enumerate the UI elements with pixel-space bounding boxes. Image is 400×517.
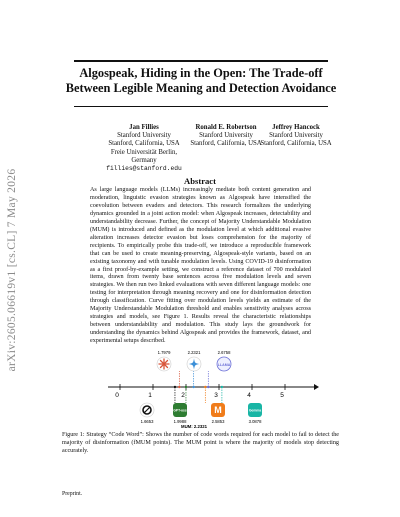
value-label: 3.0878 (248, 419, 262, 424)
value-label: 1.6653 (140, 419, 154, 424)
axis-arrow-icon (314, 384, 319, 390)
abstract-text: As large language models (LLMs) increasingly mediate both content generation and moderation, linguistic evasion strategies known as Algospeak have intensified the coevolution between evaders and detectors. This research formalizes the underlying dynamics grounded in a joint action model: when Algospeak increases, detectability and understandability decrease. Further, the concept of Majority Understandable Modulation (MUM) is introduced and defined as the modulation level at which additional evasive alteration increases detector evasion but loses comprehension for the majority of recipients. To empirically probe this trade-off, we introduce a reproducible framework that can be used to create meaning-preserving, Algospeak-style variants, based on an existing taxonomy and with tunable modulation levels. Using COVID-19 disinformation as a first proof-by-example setting, we construct a reference dataset of 700 modulated items, drawn from twenty base sentences across five modulation levels and seven strategies. We then run two linked evaluations with seven different language models: one testing for interpretation through meaning recovery and one for disinformation detection through classification. Curve fitting over modulation levels yields an estimate of the Majority Understandable Modulation threshold and enables sensitivity analyses across strategies and models, see Figure 1. Results reveal the characteristic relationships between understandability and modulation. This study lays the groundwork for understanding the dynamics behind Algospeak and provides the framework, dataset, and experimental setups described. (90, 187, 311, 345)
author-block-3 (258, 124, 334, 149)
model-point (174, 386, 176, 388)
arxiv-stamp: arXiv:2605.06619v1 [cs.CL] 7 May 2026 (6, 168, 18, 372)
axis-tick-label: 3 (214, 392, 218, 399)
gemini-star-icon (187, 357, 201, 371)
footer-note: Preprint. (62, 491, 83, 497)
openai-knot-icon (140, 403, 154, 417)
starburst-icon (157, 357, 171, 371)
value-label: 2.2321 (187, 350, 201, 355)
axis-tick-label: 5 (280, 392, 284, 399)
gemma-icon (248, 403, 262, 417)
figure-caption: Figure 1: Strategy “Code Word”: Shows the number of code words required for each model to fail to detect the majority of disinformation (fMUM points). The MUM point is where the majority of models stop detecting accurately. (62, 432, 339, 454)
paper-title: Algospeak, Hiding in the Open: The Trade-off Between Legible Meaning and Detection Avoidance (65, 66, 337, 95)
figure-1 (100, 345, 320, 429)
model-point (204, 386, 206, 388)
model-point (178, 386, 180, 388)
model-point (185, 386, 187, 388)
author-name: Ronald E. Robertson (195, 124, 257, 131)
author-block-1 (98, 124, 190, 173)
value-label: 1.7979 (157, 350, 171, 355)
value-label: 2.5853 (211, 419, 225, 424)
author-affiliation: Stanford, California, USA (190, 140, 262, 148)
gpt-oss-icon (173, 403, 187, 417)
author-name: Jeffrey Hancock (272, 124, 320, 131)
axis-tick-label: 1 (148, 392, 152, 399)
mum-label: MUM: 2.2321 (180, 424, 208, 429)
llama-icon (217, 357, 231, 371)
author-block-2 (188, 124, 264, 149)
axis-tick-label: 4 (247, 392, 251, 399)
svg-text:Gemma: Gemma (248, 408, 262, 413)
model-point (192, 386, 194, 388)
mistral-m-icon (211, 403, 225, 417)
author-affiliation: Stanford University (117, 132, 171, 140)
model-point (221, 386, 223, 388)
value-label: 1.9988 (173, 419, 187, 424)
author-email[interactable]: fillies@stanford.edu (106, 165, 182, 173)
title-rule-bottom (74, 106, 328, 107)
author-affiliation: Freie Universität Berlin, Germany (110, 148, 178, 164)
svg-text:LLAMA: LLAMA (217, 363, 231, 367)
axis-tick-label: 2 (181, 392, 185, 399)
axis-tick-label: 0 (115, 392, 119, 399)
author-affiliation: Stanford University (199, 132, 253, 140)
svg-text:M: M (214, 405, 222, 416)
title-rule-top (74, 60, 328, 62)
model-point (207, 386, 209, 388)
author-name: Jan Fillies (129, 124, 159, 131)
author-affiliation: Stanford, California, USA (260, 140, 332, 148)
author-affiliation: Stanford, California, USA (108, 140, 180, 148)
value-label: 2.6758 (217, 350, 231, 355)
abstract-heading: Abstract (184, 176, 216, 186)
svg-text:GPT-oss: GPT-oss (173, 408, 187, 413)
author-affiliation: Stanford University (269, 132, 323, 140)
